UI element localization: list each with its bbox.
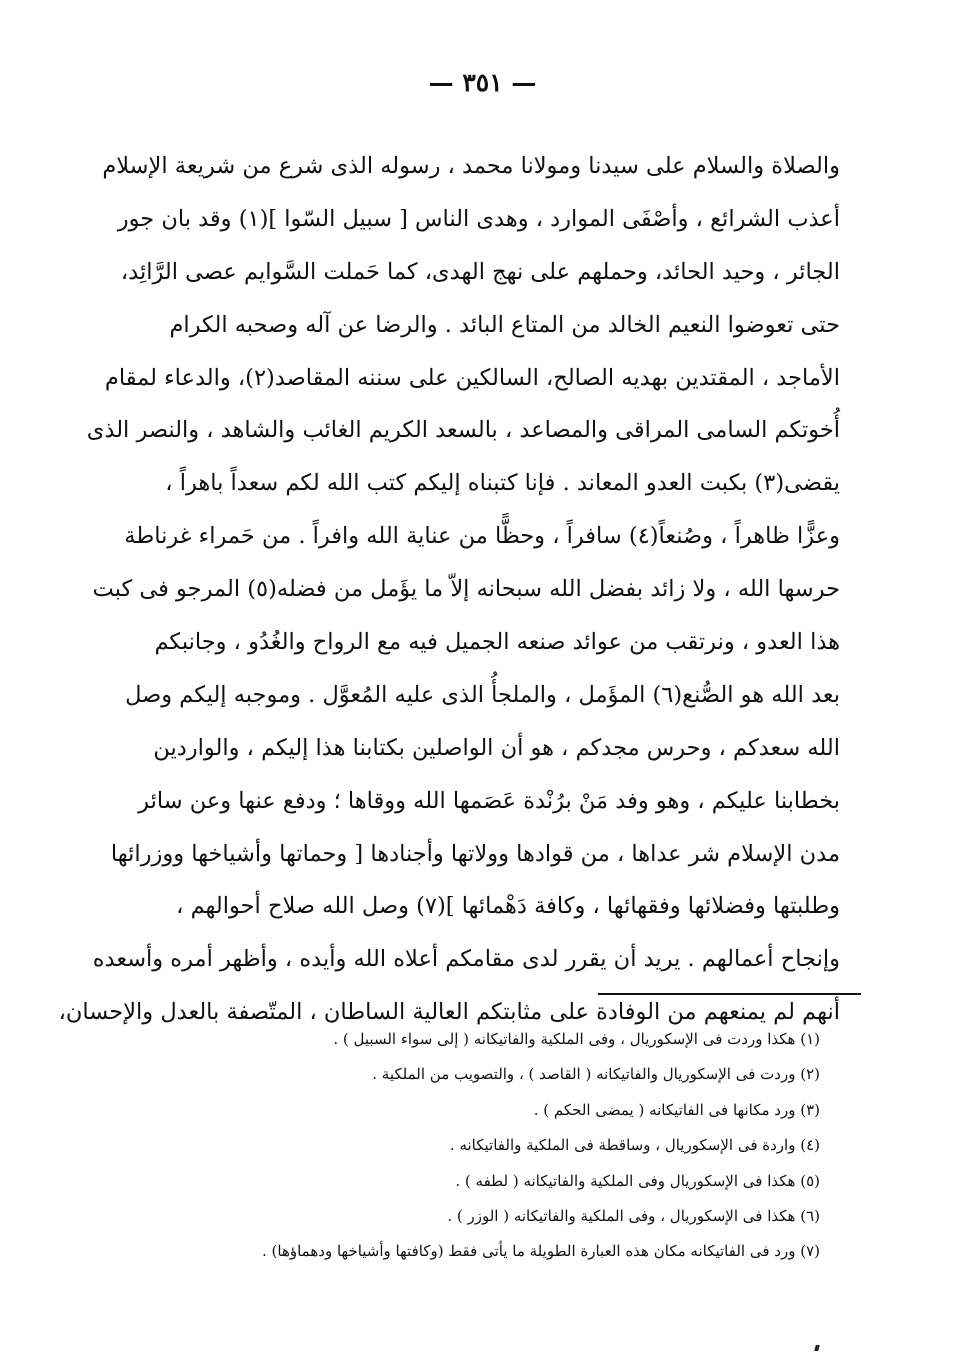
footnote: (٤) واردة فى الإسكوريال ، وساقطة فى الملكية والفاتيكانه . bbox=[449, 1136, 820, 1155]
body-line: أنهم لم يمنعهم من الوفادة على مثابتكم العالية الساطان ، المتّصفة بالعدل والإحسان، bbox=[58, 999, 840, 1026]
body-line: والصلاة والسلام على سيدنا ومولانا محمد ، رسوله الذى شرع من شريعة الإسلام bbox=[102, 153, 840, 179]
body-line: حتى تعوضوا النعيم الخالد من المتاع البائد . والرضا عن آله وصحبه الكرام bbox=[169, 311, 840, 338]
footnote: (٥) هكذا فى الإسكوريال وفى الملكية والفاتيكانه ( لطفه ) . bbox=[455, 1171, 820, 1190]
body-line: مدن الإسلام شر عداها ، من قوادها وولاتها وأجنادها [ وحماتها وأشياخها ووزرائها bbox=[110, 840, 840, 867]
footnotes bbox=[120, 1022, 820, 1270]
footnote-separator bbox=[598, 993, 861, 995]
body-line: الجائر ، وحيد الحائد، وحملهم على نهج الهدى، كما حَملت السَّوايم عصى الرَّائِد، bbox=[120, 258, 840, 285]
body-line: وطلبتها وفضلائها وفقهائها ، وكافة دَهْمائها ](٧) وصل الله صلاح أحوالهم ، bbox=[176, 893, 840, 920]
footnote: (٧) ورد فى الفاتيكانه مكان هذه العبارة الطويلة ما يأتى فقط (وكافتها وأشياخها ودهماؤها) . bbox=[262, 1242, 820, 1261]
footnote: (٢) وردت فى الإسكوريال والفاتيكانه ( القاصد ) ، والتصويب من الملكية . bbox=[372, 1065, 820, 1084]
body-line: الله سعدكم ، وحرس مجدكم ، هو أن الواصلين بكتابنا هذا إليكم ، والواردين bbox=[153, 734, 840, 761]
body-line: أُخوتكم السامى المراقى والمصاعد ، بالسعد الكريم الغائب والشاهد ، والنصر الذى bbox=[86, 417, 840, 444]
scan-mark bbox=[814, 1345, 820, 1351]
footnote: (١) هكذا وردت فى الإسكوريال ، وفى الملكية والفاتيكانه ( إلى سواء السبيل ) . bbox=[333, 1030, 820, 1048]
body-line: بخطابنا عليكم ، وهو وفد مَنْ برُنْدة عَصَمها الله ووقاها ؛ ودفع عنها وعن سائر bbox=[138, 787, 840, 814]
body-line: هذا العدو ، ونرتقب من عوائد صنعه الجميل فيه مع الرواح والغُدُو ، وجانبكم bbox=[154, 629, 840, 656]
body-line: أعذب الشرائع ، وأصْفَى الموارد ، وهدى الناس [ سبيل السّوا ](١) وقد بان جور bbox=[117, 205, 840, 232]
body-line: بعد الله هو الصُّنع(٦) المؤَمل ، والملجأُ الذى عليه المُعوَّل . وموجبه إليكم وصل bbox=[125, 681, 840, 708]
body-text bbox=[58, 140, 840, 1039]
body-line: الأماجد ، المقتدين بهديه الصالح، السالكين على سننه المقاصد(٢)، والدعاء لمقام bbox=[104, 364, 840, 391]
body-line: وعزًّا ظاهراً ، وصُنعاً(٤) سافراً ، وحظًّا من عناية الله وافراً . من حَمراء غرناطة bbox=[124, 523, 840, 550]
body-line: وإنجاح أعمالهم . يريد أن يقرر لدى مقامكم أعلاه الله وأيده ، وأظهر أمره وأسعده bbox=[92, 946, 840, 973]
footnote: (٣) ورد مكانها فى الفاتيكانه ( يمضى الحكم ) . bbox=[533, 1100, 820, 1119]
body-line: حرسها الله ، ولا زائد بفضل الله سبحانه إلاّ ما يؤَمل من فضله(٥) المرجو فى كبت bbox=[92, 576, 840, 603]
body-line: يقضى(٣) بكبت العدو المعاند . فإنا كتبناه إليكم كتب الله لكم سعداً باهراً ، bbox=[165, 470, 840, 497]
page-number: — ٣٥١ — bbox=[428, 68, 537, 97]
footnote: (٦) هكذا فى الإسكوريال ، وفى الملكية والفاتيكانه ( الوزر ) . bbox=[447, 1206, 820, 1225]
